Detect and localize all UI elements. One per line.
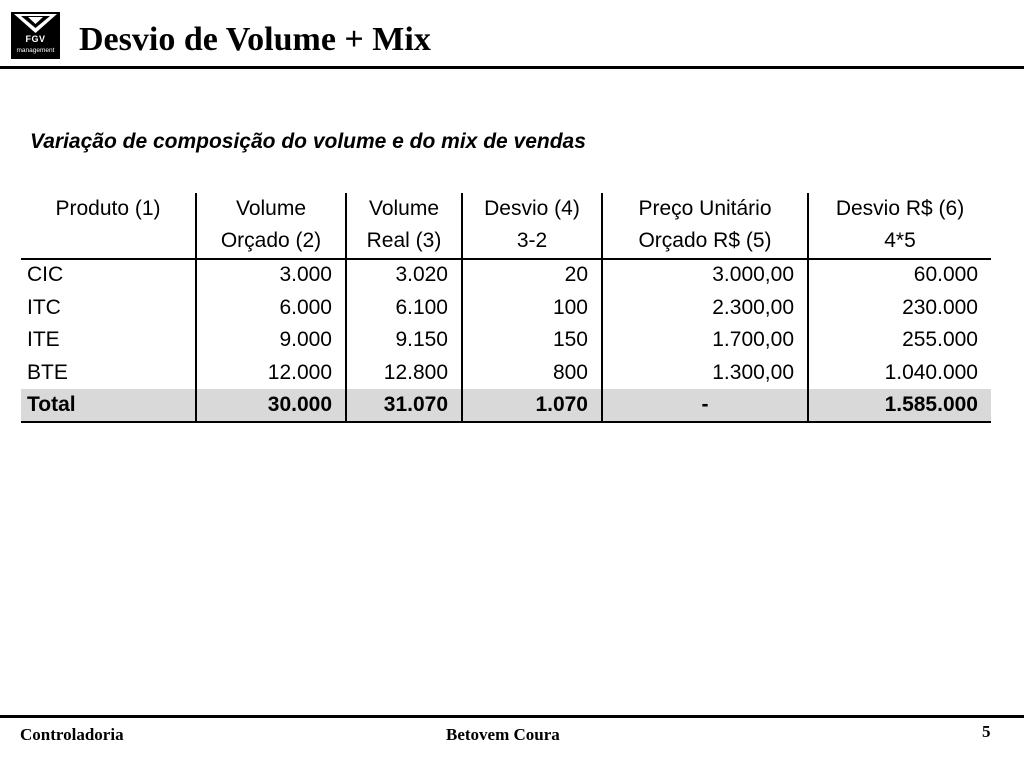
preco-unitario-cell: 3.000,00 (712, 263, 794, 286)
column-header-line: Desvio R$ (6) (835, 197, 965, 220)
desvio-cell: 20 (564, 263, 588, 286)
column-header-volume-orcado (197, 193, 345, 259)
desvio-rs-cell: 255.000 (902, 328, 978, 351)
logo-text: FGV (25, 34, 46, 44)
column-header-line: Orçado (2) (220, 229, 322, 252)
table-row (21, 259, 991, 292)
column-header-line: Orçado R$ (5) (638, 229, 772, 252)
column-divider (807, 193, 809, 423)
footer-center-text: Betovem Coura (446, 725, 560, 744)
desvio-cell: 100 (552, 295, 588, 319)
column-header-line: 4*5 (884, 229, 916, 252)
column-divider (345, 193, 347, 423)
product-cell: CIC (27, 263, 64, 286)
fgv-logo (11, 12, 60, 59)
column-header-line: Preço Unitário (638, 197, 772, 220)
column-header-line: Volume (235, 197, 307, 220)
table-bottom-rule (21, 421, 991, 423)
total-desvio-rs-cell: 1.585.000 (884, 393, 978, 416)
volume-orcado-cell: 9.000 (279, 328, 332, 351)
column-header-desvio (463, 193, 601, 259)
table-header-row (21, 193, 991, 259)
column-header-produto (21, 193, 195, 259)
column-header-line: 3-2 (516, 229, 548, 252)
variance-table (21, 193, 991, 422)
table-total-row (21, 389, 991, 422)
column-header-line: Desvio (4) (484, 197, 580, 220)
volume-orcado-cell: 12.000 (267, 360, 332, 384)
desvio-rs-cell: 1.040.000 (884, 360, 978, 384)
footer-left-text: Controladoria (20, 725, 124, 744)
logo-subtext: management (16, 47, 55, 54)
volume-real-cell: 12.800 (383, 360, 448, 384)
column-divider (601, 193, 603, 423)
table-row (21, 357, 991, 390)
column-header-line: Volume (368, 197, 440, 220)
preco-unitario-cell: 1.700,00 (712, 328, 794, 351)
page-title: Desvio de Volume + Mix (79, 21, 431, 58)
volume-real-cell: 6.100 (395, 295, 448, 319)
total-volume-real-cell: 31.070 (383, 393, 448, 416)
column-header-desvio-rs (809, 193, 991, 259)
desvio-cell: 800 (552, 360, 588, 384)
column-divider (461, 193, 463, 423)
volume-orcado-cell: 3.000 (279, 263, 332, 286)
column-divider (195, 193, 197, 423)
product-cell: ITC (27, 295, 61, 319)
table-row (21, 324, 991, 357)
column-header-volume-real (347, 193, 461, 259)
product-cell: BTE (27, 360, 68, 384)
volume-real-cell: 9.150 (395, 328, 448, 351)
preco-unitario-cell: 2.300,00 (712, 295, 794, 319)
preco-unitario-cell: 1.300,00 (712, 360, 794, 384)
column-header-line: Real (3) (366, 229, 442, 252)
page-number: 5 (982, 722, 991, 741)
column-header-line: Produto (1) (55, 197, 161, 220)
section-subtitle: Variação de composição do volume e do mix de vendas (30, 130, 586, 153)
desvio-rs-cell: 60.000 (913, 263, 978, 286)
total-volume-orcado-cell: 30.000 (267, 393, 332, 416)
desvio-cell: 150 (552, 328, 588, 351)
product-cell: ITE (27, 328, 60, 351)
volume-orcado-cell: 6.000 (279, 295, 332, 319)
header-bottom-rule (21, 258, 991, 260)
table-row (21, 292, 991, 325)
volume-real-cell: 3.020 (395, 263, 448, 286)
fgv-emblem-icon (11, 12, 60, 36)
column-header-preco-unitario (603, 193, 807, 259)
footer-divider (0, 715, 1024, 718)
total-preco-unitario-cell: - (701, 393, 709, 416)
total-desvio-cell: 1.070 (535, 393, 588, 416)
desvio-rs-cell: 230.000 (902, 295, 978, 319)
header-divider (0, 66, 1024, 69)
total-label-cell: Total (27, 393, 76, 416)
